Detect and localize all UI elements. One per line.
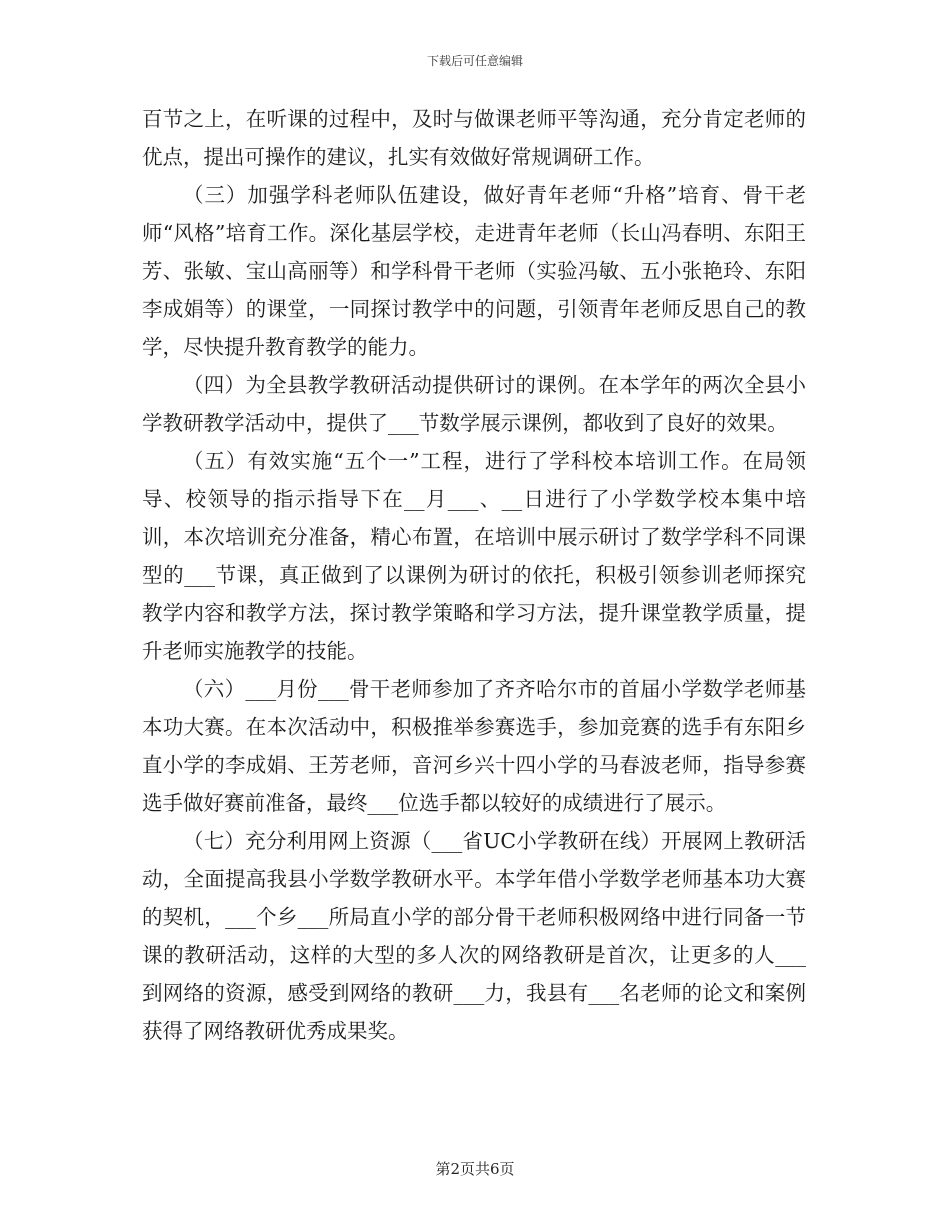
paragraph-section-7: （七）充分利用网上资源（___省UC小学教研在线）开展网上教研活动，全面提高我县小学数学教研水平。本学年借小学数学老师基本功大赛的契机，___个乡___所局直小学的部分骨干老师积极网络中进行同备一节课的教研活动，这样的大型的多人次的网络教研是首次，让更多的人___到网络的资源，感受到网络的教研___力，我县有___名老师的论文和案例获得了网络教研优秀成果奖。: [142, 829, 806, 1043]
paragraph-section-6: （六）___月份___骨干老师参加了齐齐哈尔市的首届小学数学老师基本功大赛。在本次活动中，积极推举参赛选手，参加竞赛的选手有东阳乡直小学的李成娟、王芳老师，音河乡兴十四小学的马春波老师，指导参赛选手做好赛前准备，最终___位选手都以较好的成绩进行了展示。: [142, 677, 806, 815]
paragraph-section-5: （五）有效实施“五个一”工程，进行了学科校本培训工作。在局领导、校领导的指示指导下在__月___、__日进行了小学数学校本集中培训，本次培训充分准备，精心布置，在培训中展示研讨了数学学科不同课型的___节课，真正做到了以课例为研讨的依托，积极引领参训老师探究教学内容和教学方法，探讨教学策略和学习方法，提升课堂教学质量，提升老师实施教学的技能。: [142, 449, 806, 663]
paragraph-section-4: （四）为全县教学教研活动提供研讨的课例。在本学年的两次全县小学教研教学活动中，提供了___节数学展示课例，都收到了良好的效果。: [142, 373, 806, 435]
document-body: [142, 100, 806, 1050]
paragraph-continuation: 百节之上，在听课的过程中，及时与做课老师平等沟通，充分肯定老师的优点，提出可操作的建议，扎实有效做好常规调研工作。: [142, 107, 806, 169]
paragraph-section-3: （三）加强学科老师队伍建设，做好青年老师“升格”培育、骨干老师“风格”培育工作。深化基层学校，走进青年老师（长山冯春明、东阳王芳、张敏、宝山高丽等）和学科骨干老师（实验冯敏、五小张艳玲、东阳李成娟等）的课堂，一同探讨教学中的问题，引领青年老师反思自己的教学，尽快提升教育教学的能力。: [142, 183, 806, 359]
page-header: 下载后可任意编辑: [426, 54, 523, 68]
page-footer: 第2页共6页: [435, 1160, 515, 1178]
